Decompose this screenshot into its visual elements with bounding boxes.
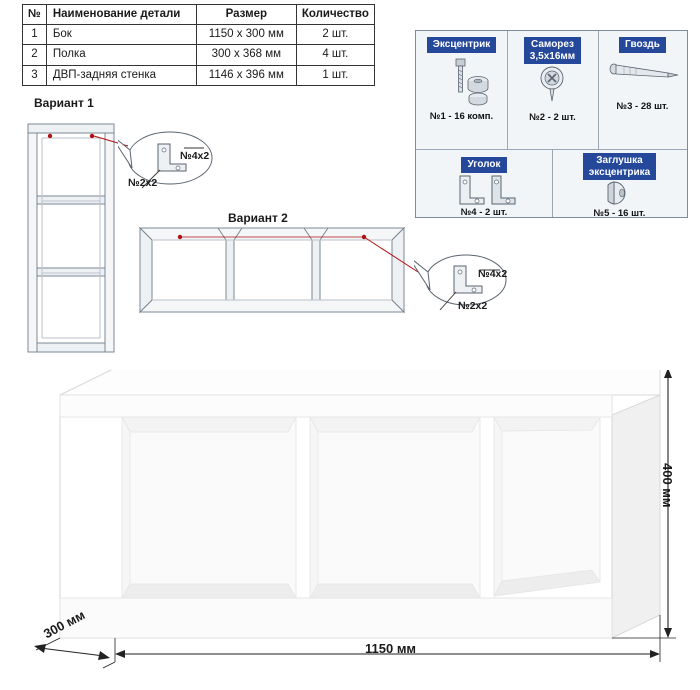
screw-icon	[507, 64, 598, 104]
hardware-item-nail	[598, 37, 687, 112]
table-row	[23, 25, 375, 45]
hardware-item-cam-cover	[552, 153, 687, 219]
cell-size: 1150 x 300 мм	[196, 25, 296, 45]
dimension-width: 1150 мм	[365, 641, 417, 656]
product-3d-view	[0, 370, 700, 670]
cell-num: 1	[23, 25, 47, 45]
variant-2-callout-1: №4x2	[478, 268, 508, 280]
hardware-title-line1: Заглушка	[596, 155, 643, 166]
cell-num: 3	[23, 65, 47, 85]
cam-cover-icon	[552, 180, 687, 206]
hardware-title: Гвоздь	[619, 37, 666, 53]
variant-2-callout-bubble	[414, 248, 534, 338]
hardware-item-corner-bracket	[416, 157, 552, 218]
hardware-item-screw	[507, 37, 598, 123]
hardware-label: №3 - 28 шт.	[616, 100, 669, 112]
hardware-title	[524, 37, 581, 64]
hardware-label: №4 - 2 шт.	[460, 206, 508, 218]
dimension-depth: 300 мм	[41, 607, 88, 642]
hardware-label: №1 - 16 комп.	[429, 110, 494, 122]
cell-qty: 1 шт.	[296, 65, 374, 85]
hardware-title-line2: эксцентрика	[588, 166, 651, 178]
variant-2-callout-2: №2x2	[458, 300, 488, 312]
hardware-item-cam-lock	[416, 37, 507, 122]
variant-1-label: Вариант 1	[34, 96, 94, 110]
hardware-panel	[415, 30, 688, 218]
cell-name: Полка	[46, 45, 196, 65]
variant-2-drawing	[132, 222, 422, 332]
corner-bracket-icon	[416, 173, 552, 205]
hardware-title: Эксцентрик	[427, 37, 496, 53]
cell-name: ДВП-задняя стенка	[46, 65, 196, 85]
table-header-name: Наименование детали	[46, 5, 196, 25]
hardware-title-line2: 3,5x16мм	[529, 50, 576, 62]
cell-num: 2	[23, 45, 47, 65]
variant-2-label: Вариант 2	[228, 211, 288, 225]
variant-1-callout-bubble	[118, 128, 238, 218]
hardware-label: №5 - 16 шт.	[593, 208, 646, 219]
hardware-title-line1: Саморез	[531, 39, 574, 50]
hardware-title: Уголок	[461, 157, 506, 173]
table-header-qty: Количество	[296, 5, 374, 25]
cell-qty: 4 шт.	[296, 45, 374, 65]
variant-1-callout-2: №2x2	[128, 177, 158, 189]
nail-icon	[598, 53, 687, 93]
cell-size: 1146 x 396 мм	[196, 65, 296, 85]
table-header-size: Размер	[196, 5, 296, 25]
cell-name: Бок	[46, 25, 196, 45]
hardware-label: №2 - 2 шт.	[529, 112, 576, 123]
dimension-height: 400 мм	[660, 463, 675, 508]
table-header-row	[23, 5, 375, 25]
variant-1-callout-1: №4x2	[180, 150, 210, 162]
parts-table	[22, 4, 375, 86]
table-header-num: №	[23, 5, 47, 25]
table-row	[23, 45, 375, 65]
cam-lock-icon	[416, 53, 507, 109]
cell-qty: 2 шт.	[296, 25, 374, 45]
hardware-title	[583, 153, 656, 180]
cell-size: 300 x 368 мм	[196, 45, 296, 65]
table-row	[23, 65, 375, 85]
